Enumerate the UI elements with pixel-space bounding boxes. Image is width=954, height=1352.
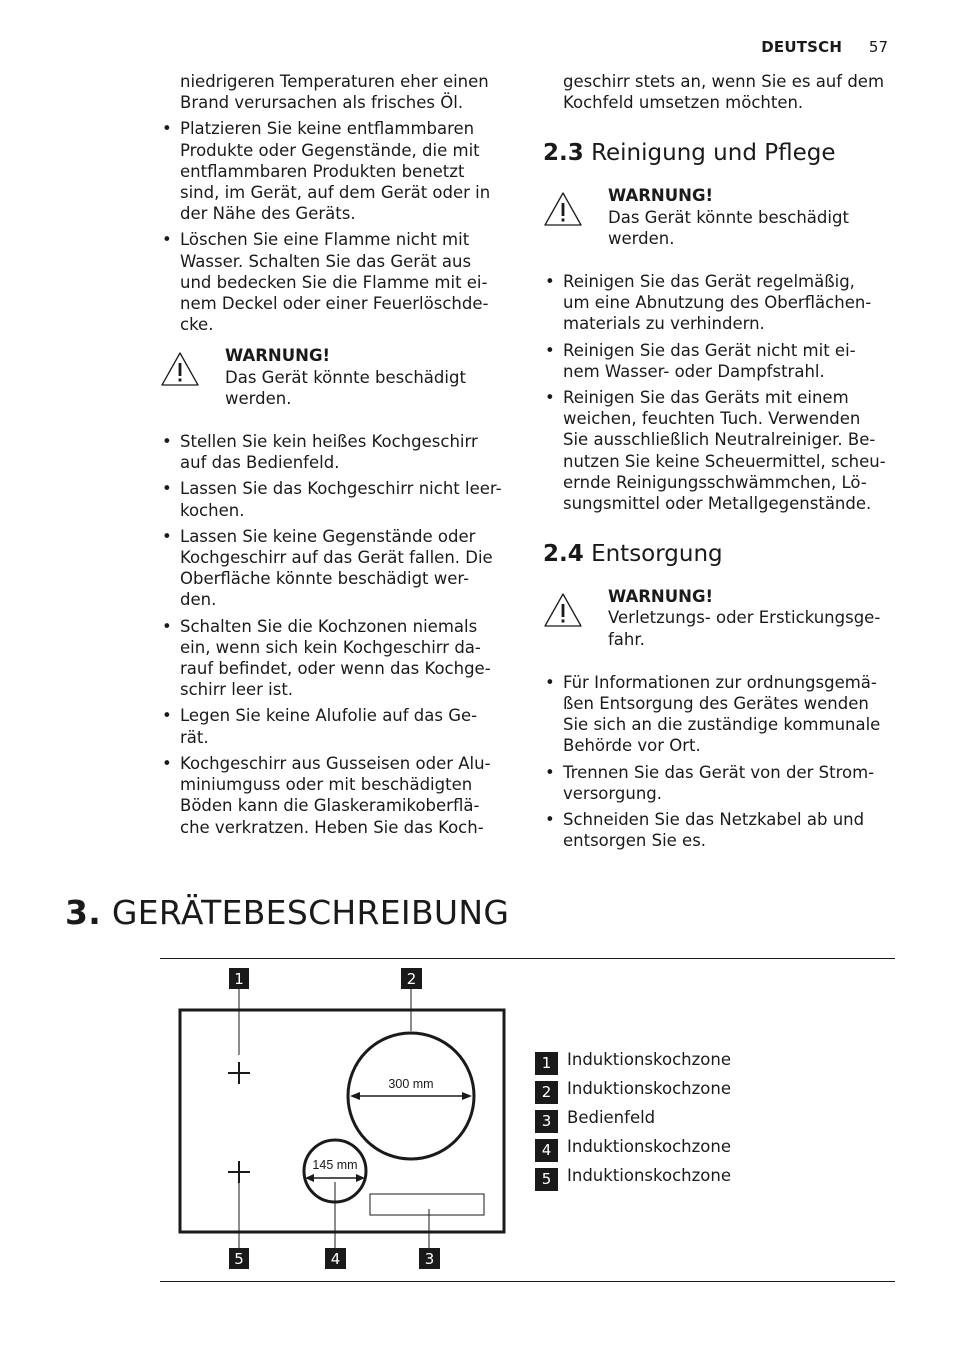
bullet-list xyxy=(160,118,520,335)
section-heading-2-3 xyxy=(543,139,903,167)
list-item: • Reinigen Sie das Gerät nicht mit ei- nem Wasser- oder Dampfstrahl. xyxy=(543,340,903,382)
warning-text: Das Gerät könnte beschädigt werden. xyxy=(225,367,466,408)
list-item: • Reinigen Sie das Gerät regelmäßig, um eine Abnutzung des Oberflächen- materials zu verhindern. xyxy=(543,271,903,335)
section-heading-2-4 xyxy=(543,540,903,568)
legend-label: Induktionskochzone xyxy=(567,1166,731,1185)
continued-paragraph: niedrigeren Temperaturen eher einen Brand verursachen als frisches Öl. xyxy=(180,72,489,113)
legend-item xyxy=(535,1164,731,1193)
callout-number: 3 xyxy=(424,1250,435,1268)
legend-number: 2 xyxy=(535,1081,558,1104)
section-title: Entsorgung xyxy=(591,541,723,568)
callout-number: 2 xyxy=(406,970,417,988)
warning-triangle-icon xyxy=(160,351,200,387)
page-header xyxy=(761,38,888,56)
list-item: • Trennen Sie das Gerät von der Strom- versorgung. xyxy=(543,762,903,804)
arrowhead xyxy=(462,1092,472,1100)
diagram-legend xyxy=(535,1048,731,1193)
bullet-list xyxy=(543,672,903,852)
large-zone-label: 300 mm xyxy=(388,1077,434,1091)
list-item: • Schalten Sie die Kochzonen niemals ein, wenn sich kein Kochgeschirr da- rauf befindet, oder wenn das Kochge- schirr leer ist. xyxy=(160,616,520,701)
cooktop-diagram xyxy=(170,962,515,1274)
warning-triangle-icon xyxy=(543,191,583,227)
legend-label: Induktionskochzone xyxy=(567,1137,731,1156)
warning-title: WARNUNG! xyxy=(608,587,714,607)
list-item: • Legen Sie keine Alufolie auf das Ge- rät. xyxy=(160,705,520,747)
list-item: • Lassen Sie keine Gegenstände oder Kochgeschirr auf das Gerät fallen. Die Oberfläche könnte beschädigt wer- den. xyxy=(160,526,520,611)
page-number: 57 xyxy=(868,38,888,56)
list-item: • Stellen Sie kein heißes Kochgeschirr auf das Bedienfeld. xyxy=(160,431,520,473)
legend-number: 5 xyxy=(535,1168,558,1191)
cooktop-outline xyxy=(180,1010,504,1232)
list-item: • Löschen Sie eine Flamme nicht mit Wasser. Schalten Sie das Gerät aus und bedecken Sie die Flamme mit ei- nem Deckel oder einer Feuerlöschde- cke. xyxy=(160,229,520,335)
legend-item xyxy=(535,1077,731,1106)
callout-number: 5 xyxy=(234,1250,244,1268)
language-label: DEUTSCH xyxy=(761,38,843,56)
divider-bottom xyxy=(160,1281,895,1282)
control-panel xyxy=(370,1194,484,1215)
left-column xyxy=(160,71,520,843)
section-title: Reinigung und Pflege xyxy=(591,140,836,167)
bullet-list xyxy=(543,271,903,514)
callout-number: 1 xyxy=(234,970,244,988)
legend-item xyxy=(535,1135,731,1164)
list-item: • Für Informationen zur ordnungsgemä- ßen Entsorgung des Gerätes wenden Sie sich an die zuständige kommunale Behörde vor Ort. xyxy=(543,672,903,757)
arrowhead xyxy=(350,1092,360,1100)
warning-title: WARNUNG! xyxy=(225,346,331,366)
legend-item xyxy=(535,1106,731,1135)
legend-item xyxy=(535,1048,731,1077)
section-number: 2.4 xyxy=(543,541,584,568)
list-item: • Lassen Sie das Kochgeschirr nicht leer- kochen. xyxy=(160,478,520,520)
list-item: • Reinigen Sie das Geräts mit einem weichen, feuchten Tuch. Verwenden Sie ausschließlich Neutralreiniger. Be- nutzen Sie keine Scheuermittel, scheu- ernde Reinigungsschwämmchen, Lö- sungsmittel oder Metallgegenstände. xyxy=(543,387,903,514)
chapter-number: 3. xyxy=(65,893,102,932)
warning-box xyxy=(543,185,903,249)
legend-number: 1 xyxy=(535,1052,558,1075)
chapter-heading xyxy=(65,893,509,932)
warning-box xyxy=(543,586,903,650)
right-column xyxy=(543,71,903,856)
warning-triangle-icon xyxy=(543,592,583,628)
legend-label: Bedienfeld xyxy=(567,1108,656,1127)
legend-label: Induktionskochzone xyxy=(567,1050,731,1069)
small-zone-label: 145 mm xyxy=(312,1158,358,1172)
legend-label: Induktionskochzone xyxy=(567,1079,731,1098)
divider-top xyxy=(160,958,895,959)
legend-number: 3 xyxy=(535,1110,558,1133)
warning-text: Verletzungs- oder Erstickungsge- fahr. xyxy=(608,608,881,649)
warning-box xyxy=(160,345,520,409)
section-number: 2.3 xyxy=(543,140,584,167)
list-item: • Kochgeschirr aus Gusseisen oder Alu- miniumguss oder mit beschädigten Böden kann die Glaskeramikoberflä- che verkratzen. Heben Sie das Koch- xyxy=(160,753,520,838)
callout-number: 4 xyxy=(330,1250,341,1268)
list-item: • Platzieren Sie keine entflammbaren Produkte oder Gegenstände, die mit entflammbaren Produkten benetzt sind, im Gerät, auf dem Gerät oder in der Nähe des Geräts. xyxy=(160,118,520,224)
list-item: • Schneiden Sie das Netzkabel ab und entsorgen Sie es. xyxy=(543,809,903,851)
legend-number: 4 xyxy=(535,1139,558,1162)
continued-paragraph: geschirr stets an, wenn Sie es auf dem Kochfeld umsetzen möchten. xyxy=(563,72,885,113)
warning-title: WARNUNG! xyxy=(608,186,714,206)
chapter-title: GERÄTEBESCHREIBUNG xyxy=(111,893,510,932)
warning-text: Das Gerät könnte beschädigt werden. xyxy=(608,207,849,248)
bullet-list xyxy=(160,431,520,838)
